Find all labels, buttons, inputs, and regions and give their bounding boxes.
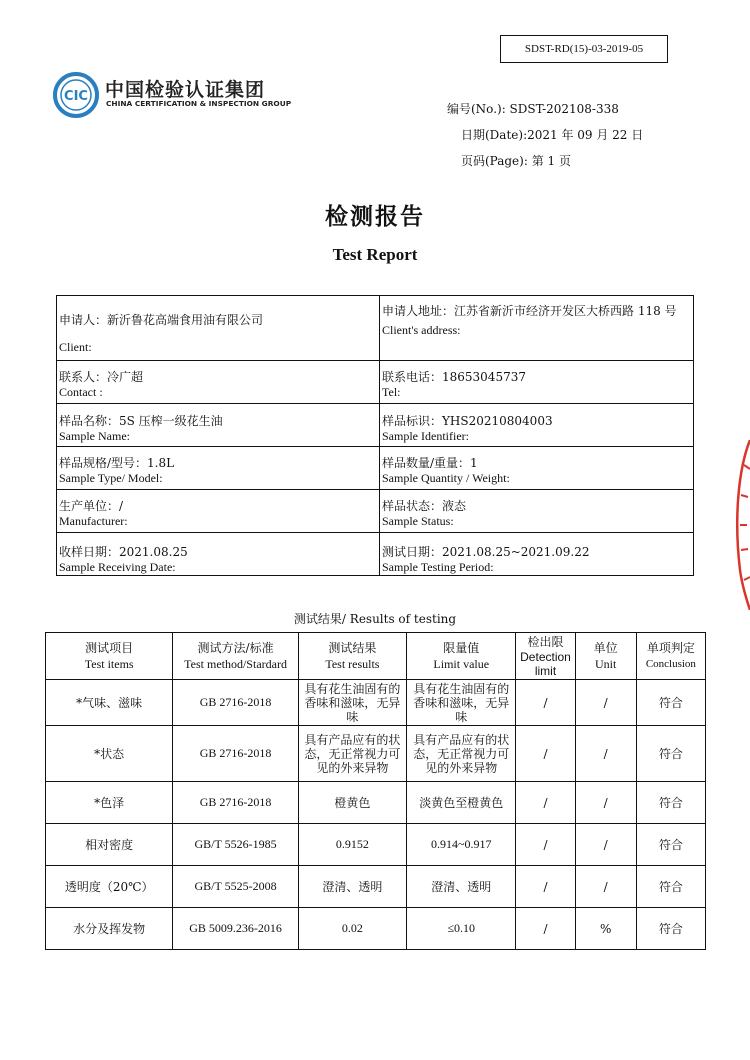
tel-cell (380, 361, 694, 404)
red-seal-stamp-icon (732, 440, 750, 610)
cell-item: 相对密度 (46, 824, 173, 866)
cell-result: 0.02 (298, 908, 406, 950)
status-label-en: Sample Status: (382, 514, 454, 528)
cell-detect: / (516, 866, 575, 908)
receive-date-cell (57, 533, 380, 576)
cell-unit: % (575, 908, 636, 950)
cell-item: *状态 (46, 726, 173, 782)
results-header-row (46, 633, 706, 680)
cell-unit: / (575, 680, 636, 726)
results-row (46, 726, 706, 782)
cell-unit: / (575, 824, 636, 866)
sample-type-label: 样品规格/型号：1.8L (59, 456, 175, 470)
sample-name-label-en: Sample Name: (59, 429, 130, 443)
sample-qty-label: 样品数量/重量：1 (382, 456, 478, 470)
cell-method: GB 2716-2018 (173, 726, 298, 782)
cell-conclusion: 符合 (636, 680, 705, 726)
cell-method: GB/T 5525-2008 (173, 866, 298, 908)
results-row (46, 782, 706, 824)
cell-limit: 淡黄色至橙黄色 (407, 782, 516, 824)
cell-method: GB 5009.236-2016 (173, 908, 298, 950)
report-page: 页码(Page): 第 1 页 (461, 154, 571, 168)
contact-cell (57, 361, 380, 404)
client-label-en: Client: (59, 340, 92, 354)
tel-label: 联系电话：18653045737 (382, 370, 526, 384)
sample-id-label-en: Sample Identifier: (382, 429, 469, 443)
svg-text:CIC: CIC (64, 89, 88, 104)
cell-detect: / (516, 824, 575, 866)
cell-limit: 澄清、透明 (407, 866, 516, 908)
header-conclusion: 单项判定 Conclusion (636, 633, 705, 680)
cell-result: 橙黄色 (298, 782, 406, 824)
cell-detect: / (516, 782, 575, 824)
cell-item: 透明度（20℃） (46, 866, 173, 908)
manufacturer-label: 生产单位：/ (59, 499, 124, 513)
header-unit: 单位 Unit (575, 633, 636, 680)
address-label: 申请人地址：江苏省新沂市经济开发区大桥西路 118 号 (382, 304, 677, 318)
company-logo (53, 72, 293, 122)
cell-conclusion: 符合 (636, 782, 705, 824)
header-test-method: 测试方法/标准 Test method/Stardard (173, 633, 298, 680)
testing-period-cell (380, 533, 694, 576)
cell-unit: / (575, 782, 636, 824)
client-cell (57, 296, 380, 361)
results-table (45, 632, 706, 950)
receive-date-label: 收样日期：2021.08.25 (59, 545, 188, 559)
contact-label: 联系人：冷广超 (59, 370, 144, 384)
title-english: Test Report (332, 245, 418, 264)
cell-unit: / (575, 726, 636, 782)
sample-id-label: 样品标识：YHS20210804003 (382, 414, 553, 428)
testing-period-label-en: Sample Testing Period: (382, 560, 494, 574)
cell-method: GB 2716-2018 (173, 680, 298, 726)
receive-date-label-en: Sample Receiving Date: (59, 560, 176, 574)
cell-item: *色泽 (46, 782, 173, 824)
sample-info-table (56, 295, 694, 576)
logo-english-name: CHINA CERTIFICATION & INSPECTION GROUP (106, 99, 292, 108)
sample-type-label-en: Sample Type/ Model: (59, 471, 163, 485)
manufacturer-cell (57, 490, 380, 533)
cell-result: 0.9152 (298, 824, 406, 866)
cell-result: 澄清、透明 (298, 866, 406, 908)
cell-detect: / (516, 908, 575, 950)
results-row (46, 866, 706, 908)
contact-label-en: Contact : (59, 385, 103, 399)
sample-type-cell (57, 447, 380, 490)
cell-conclusion: 符合 (636, 908, 705, 950)
header-test-results: 测试结果 Test results (298, 633, 406, 680)
cell-detect: / (516, 726, 575, 782)
address-label-en: Client's address: (382, 323, 461, 337)
cell-limit: ≤0.10 (407, 908, 516, 950)
status-label: 样品状态：液态 (382, 499, 467, 513)
results-row (46, 824, 706, 866)
cell-unit: / (575, 866, 636, 908)
title-chinese: 检测报告 (325, 204, 425, 230)
cell-detect: / (516, 680, 575, 726)
report-number: 编号(No.): SDST-202108-338 (447, 102, 619, 116)
cell-conclusion: 符合 (636, 726, 705, 782)
cell-method: GB/T 5526-1985 (173, 824, 298, 866)
manufacturer-label-en: Manufacturer: (59, 514, 128, 528)
logo-chinese-name: 中国检验认证集团 (105, 79, 266, 101)
cell-item: 水分及挥发物 (46, 908, 173, 950)
status-cell (380, 490, 694, 533)
sample-qty-cell (380, 447, 694, 490)
cell-limit: 具有花生油固有的香味和滋味，无异味 (407, 680, 516, 726)
cell-conclusion: 符合 (636, 866, 705, 908)
results-caption: 测试结果/ Results of testing (293, 612, 457, 626)
header-test-items: 测试项目 Test items (46, 633, 173, 680)
cell-item: *气味、滋味 (46, 680, 173, 726)
report-code-box: SDST-RD(15)-03-2019-05 (500, 35, 668, 63)
report-date: 日期(Date):2021 年 09 月 22 日 (461, 128, 644, 142)
cic-logo-icon (53, 72, 99, 118)
cell-conclusion: 符合 (636, 824, 705, 866)
cell-limit: 具有产品应有的状态，无正常视力可见的外来异物 (407, 726, 516, 782)
tel-label-en: Tel: (382, 385, 401, 399)
cell-limit: 0.914~0.917 (407, 824, 516, 866)
sample-name-label: 样品名称：5S 压榨一级花生油 (59, 414, 223, 428)
cell-result: 具有花生油固有的香味和滋味，无异味 (298, 680, 406, 726)
sample-id-cell (380, 404, 694, 447)
sample-qty-label-en: Sample Quantity / Weight: (382, 471, 510, 485)
cell-result: 具有产品应有的状态，无正常视力可见的外来异物 (298, 726, 406, 782)
results-row (46, 680, 706, 726)
header-detection-limit: 检出限 Detection limit (516, 633, 575, 680)
results-row (46, 908, 706, 950)
cell-method: GB 2716-2018 (173, 782, 298, 824)
address-cell (380, 296, 694, 361)
sample-name-cell (57, 404, 380, 447)
testing-period-label: 测试日期：2021.08.25~2021.09.22 (382, 545, 590, 559)
header-limit-value: 限量值 Limit value (407, 633, 516, 680)
client-label: 申请人：新沂鲁花高端食用油有限公司 (59, 313, 264, 327)
